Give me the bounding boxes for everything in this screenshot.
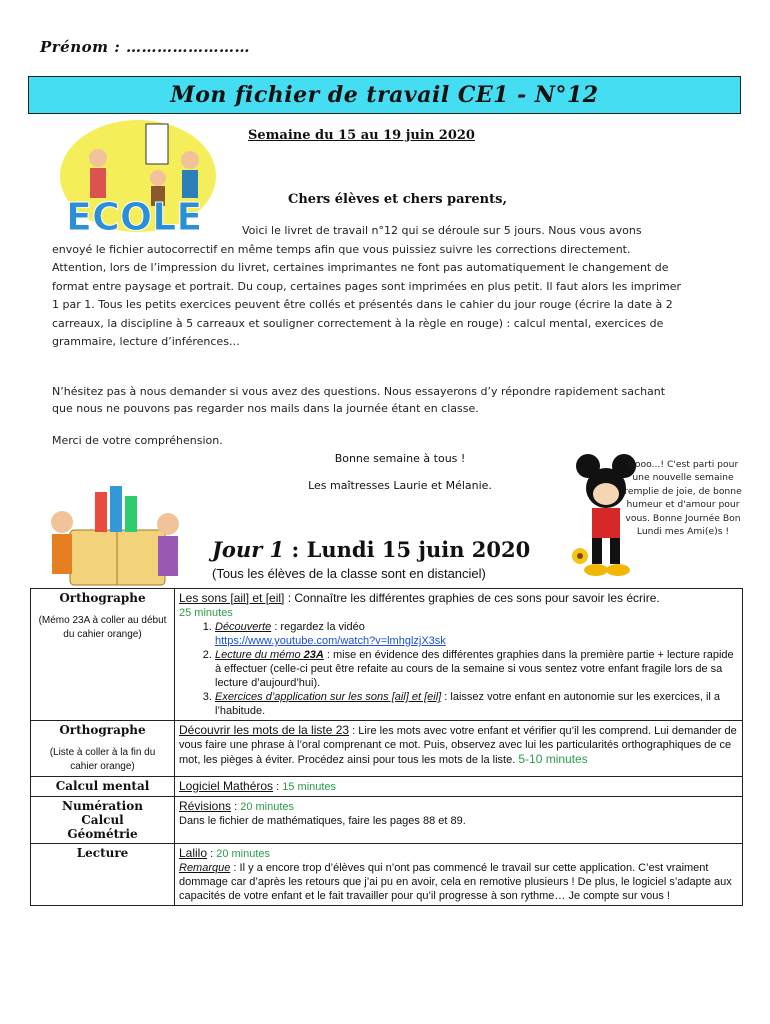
row-content-cell [175, 844, 743, 906]
subject-label: Géométrie [67, 827, 138, 841]
row-content-cell [175, 797, 743, 844]
signature-line: Les maîtresses Laurie et Mélanie. [308, 479, 492, 492]
week-heading: Semaine du 15 au 19 juin 2020 [248, 128, 475, 143]
bonne-semaine-line: Bonne semaine à tous ! [334, 452, 466, 465]
subject-note: (Mémo 23A à coller au début du cahier orange) [38, 615, 167, 640]
table-row [31, 844, 743, 906]
children-books-illustration [40, 480, 190, 588]
activity-duration: 15 minutes [282, 781, 337, 793]
activity-heading: Révisions [179, 799, 232, 813]
remark-label: Remarque [179, 862, 231, 874]
schedule-table [30, 588, 743, 906]
activity-heading: Les sons [ail] et [eil] [179, 591, 285, 605]
separator: : [273, 781, 283, 793]
table-row [31, 797, 743, 844]
row-label-cell [31, 589, 175, 721]
row-content-cell [175, 721, 743, 777]
row-label-cell [31, 721, 175, 777]
subject-label: Orthographe [59, 723, 146, 737]
prenom-label: Prénom : …………………… [40, 38, 250, 56]
step-text: : regardez la vidéo [271, 621, 365, 633]
page-title: Mon fichier de travail CE1 - N°12 [170, 82, 599, 108]
subject-label: Numération [62, 799, 143, 813]
step-text: : mise en évidence des différentes graphies dans la première partie + lecture rapide à effectuer (celle-ci peut être refaite au cours de la semaine si vous sentez votre enfant fragile lors de sa lecture d’aujourd’hui). [215, 649, 734, 689]
activity-description: Dans le fichier de mathématiques, faire les pages 88 et 89. [179, 815, 466, 827]
table-row [31, 589, 743, 721]
separator: : [231, 801, 241, 813]
questions-paragraph: N’hésitez pas à nous demander si vous avez des questions. Nous essayerons d’y répondre rapidement sachant que nous ne pouvons pas regarder nos mails dans la journée étant en classe. [52, 385, 666, 415]
video-link[interactable]: https://www.youtube.com/watch?v=lmhglzjX3sk [215, 635, 446, 647]
thanks-line: Merci de votre compréhension. [52, 434, 223, 447]
activity-steps [179, 620, 738, 718]
activity-heading: Logiciel Mathéros [179, 779, 274, 793]
activity-heading: Découvrir les mots de la liste 23 [179, 723, 350, 737]
greeting: Chers élèves et chers parents, [288, 192, 507, 207]
step-text: : laissez votre enfant en autonomie sur les exercices, il a l’habitude. [215, 691, 721, 717]
ecole-illustration [58, 118, 218, 236]
row-label-cell [31, 777, 175, 797]
day-heading [212, 537, 530, 562]
intro-paragraph: Voici le livret de travail n°12 qui se déroule sur 5 jours. Nous vous avons envoyé le fichier autocorrectif en même temps afin que vous puissiez suivre les corrections directement. Attention, lors de l’impression du livret, certaines imprimantes ne font pas automatiquement le changement de format entre paysage et portrait. Du coup, certaines pages sont imprimées en plus petit. Il faut alors les imprimer 1 par 1. Tous les petits exercices peuvent être collés et présentés dans le cahier du jour rouge (écrire la date à 2 carreaux, la discipline à 5 carreaux et souligner correctement à la règle en rouge) : calcul mental, exercices de grammaire, lecture d’inférences… [52, 224, 682, 348]
activity-heading: Lalilo [179, 846, 208, 860]
activity-duration: 25 minutes [179, 607, 233, 619]
list-item [215, 648, 738, 690]
subject-label: Orthographe [59, 591, 146, 605]
activity-description: : Lire les mots avec votre enfant et vérifier qu’il les comprend. Lui demander de vous faire une phrase à l’oral comprenant ce mot. Puis, observez avec lui les particularités orthographiques de ce mot, les pièges à éviter. Procédez ainsi pour tous les mots de la liste. [179, 725, 737, 766]
activity-description: : Connaître les différentes graphies de ces sons pour savoir les écrire. [284, 591, 660, 605]
ecole-letters: ECOLE [66, 195, 203, 236]
day-number: Jour 1 [212, 537, 285, 562]
activity-description: : Il y a encore trop d’élèves qui n’ont pas commencé le travail sur cette application. C’est vraiment dommage car d’après les retours que j’ai pu en avoir, cela en remotive plusieurs ! De plus, le logiciel s’adapte aux capacités de votre enfant et le fait travailler pour qu’il progresse à son rythme… Je compte sur vous ! [179, 862, 732, 902]
table-row [31, 721, 743, 777]
row-content-cell [175, 777, 743, 797]
step-title: Découverte [215, 621, 272, 633]
step-title: Exercices d’application sur les sons [ail] et [eil] [215, 691, 442, 703]
activity-duration: 5-10 minutes [518, 752, 588, 766]
day-subtitle: (Tous les élèves de la classe sont en distanciel) [212, 566, 486, 581]
list-item [215, 690, 738, 718]
day-date: : Lundi 15 juin 2020 [284, 537, 531, 562]
row-content-cell [175, 589, 743, 721]
subject-label: Calcul [81, 813, 124, 827]
subject-label: Calcul mental [55, 779, 150, 793]
step-title: Lecture du mémo [215, 649, 304, 661]
activity-duration: 20 minutes [240, 801, 295, 813]
table-row [31, 777, 743, 797]
subject-label: Lecture [76, 846, 129, 860]
list-item [215, 620, 738, 648]
activity-duration: 20 minutes [216, 848, 271, 860]
step-title-bold: 23A [303, 649, 324, 661]
row-label-cell [31, 844, 175, 906]
separator: : [207, 848, 217, 860]
mickey-message: Gooo...! C'est parti pour une nouvelle semaine remplie de joie, de bonne humeur et d'amour pour vous. Bonne Journée Bon Lundi mes Ami(e)s ! [624, 459, 742, 538]
row-label-cell [31, 797, 175, 844]
title-banner [28, 76, 741, 114]
subject-note: (Liste à coller à la fin du cahier orange) [49, 747, 156, 772]
